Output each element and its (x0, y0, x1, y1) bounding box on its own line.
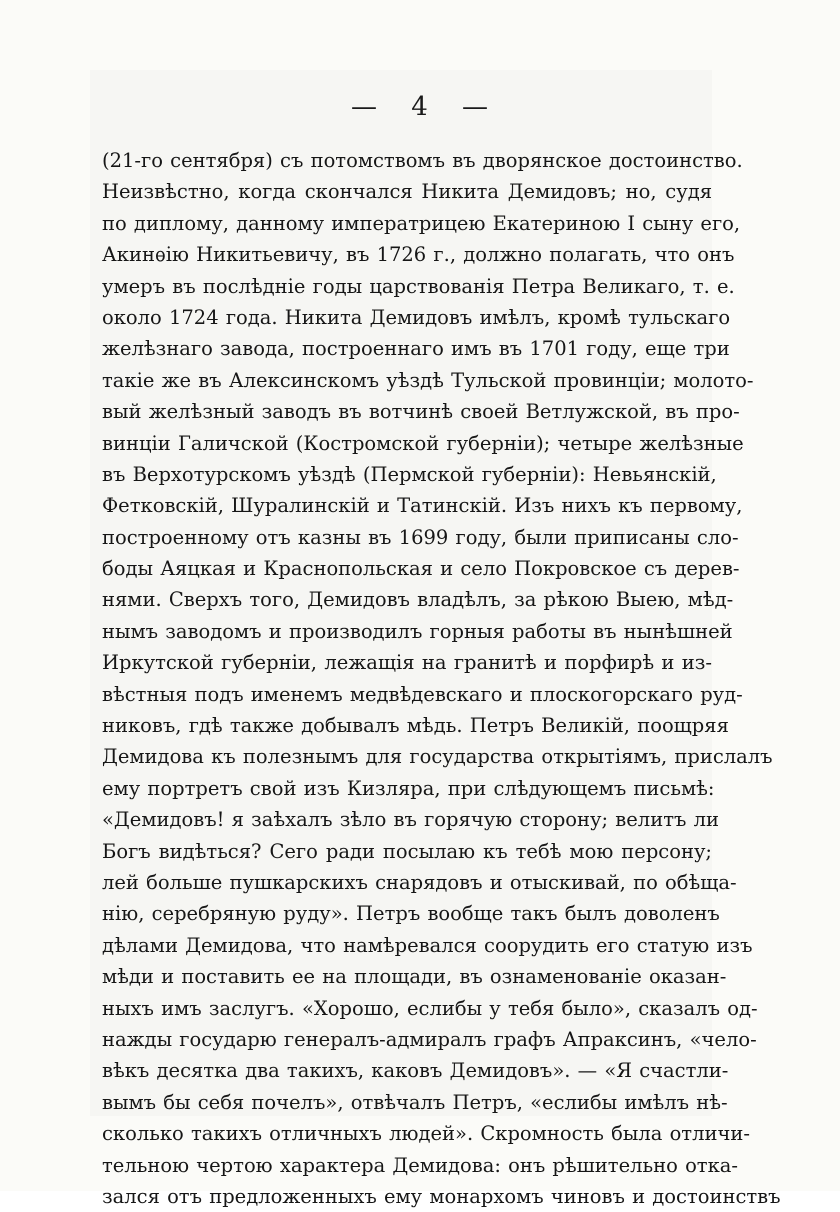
page-number-header (0, 92, 840, 122)
body-text (102, 145, 781, 1212)
text-line: дѣлами Демидова, что намѣревался соорудить его статую изъ (102, 933, 753, 957)
text-line: нымъ заводомъ и производилъ горныя работы въ нынѣшней (102, 619, 733, 643)
text-line: никовъ, гдѣ также добывалъ мѣдь. Петръ Великій, поощряя (102, 714, 729, 738)
text-line: вымъ бы себя почелъ», отвѣчалъ Петръ, «еслибы имѣлъ нѣ- (102, 1090, 728, 1114)
text-line: Фетковскій, Шуралинскій и Татинскій. Изъ нихъ къ первому, (102, 494, 743, 518)
text-line: нями. Сверхъ того, Демидовъ владѣлъ, за рѣкою Выею, мѣд- (102, 588, 734, 612)
text-line: тельною чертою характера Демидова: онъ рѣшительно отка- (102, 1153, 738, 1177)
text-line: ныхъ имъ заслугъ. «Хорошо, еслибы у тебя было», сказалъ од- (102, 996, 758, 1020)
text-line: Неизвѣстно, когда скончался Никита Демидовъ; но, судя (102, 180, 712, 204)
text-line: вѣстныя подъ именемъ медвѣдевскаго и плоскогорскаго руд- (102, 682, 743, 706)
text-line: Богъ видѣться? Сего ради посылаю къ тебѣ мою персону; (102, 839, 712, 863)
text-line: нію, серебряную руду». Петръ вообще такъ былъ доволенъ (102, 902, 720, 926)
text-line: вѣкъ десятка два такихъ, каковъ Демидовъ». — «Я счастли- (102, 1059, 729, 1083)
text-line: лей больше пушкарскихъ снарядовъ и отыскивай, по обѣща- (102, 870, 737, 894)
text-line: Акинѳію Никитьевичу, въ 1726 г., должно полагать, что онъ (102, 243, 735, 267)
text-line: вый желѣзный заводъ въ вотчинѣ своей Ветлужской, въ про- (102, 400, 740, 424)
text-line: зался отъ предложенныхъ ему монархомъ чиновъ и достоинствъ (102, 1184, 781, 1208)
header-dash-right: — (462, 92, 490, 122)
text-line: Иркутской губерніи, лежащія на гранитѣ и порфирѣ и из- (102, 651, 712, 675)
text-line: желѣзнаго завода, построеннаго имъ въ 1701 году, еще три (102, 337, 730, 361)
text-line: (21-го сентября) съ потомствомъ въ дворянское достоинство. (102, 149, 743, 172)
text-line: въ Верхотурскомъ уѣздѣ (Пермской губерніи): Невьянскій, (102, 462, 717, 486)
text-line: Демидова къ полезнымъ для государства открытіямъ, прислалъ (102, 745, 773, 769)
text-line: около 1724 года. Никита Демидовъ имѣлъ, кромѣ тульскаго (102, 305, 731, 329)
text-line: умеръ въ послѣдніе годы царствованія Петра Великаго, т. е. (102, 274, 735, 298)
text-line: построенному отъ казны въ 1699 году, были приписаны сло- (102, 525, 739, 549)
text-line: по диплому, данному императрицею Екатериною I сыну его, (102, 211, 741, 235)
text-line: мѣди и поставить ее на площади, въ ознаменованіе оказан- (102, 965, 727, 989)
text-line: нажды государю генералъ-адмиралъ графъ Апраксинъ, «чело- (102, 1027, 757, 1051)
header-dash-left: — (350, 92, 378, 122)
text-line: «Демидовъ! я заѣхалъ зѣло въ горячую сторону; велитъ ли (102, 808, 719, 832)
page-number: 4 (411, 92, 429, 122)
text-line: винціи Галичской (Костромской губерніи); четыре желѣзные (102, 431, 744, 455)
text-line: сколько такихъ отличныхъ людей». Скромность была отличи- (102, 1122, 750, 1146)
text-line: ему портретъ свой изъ Кизляра, при слѣдующемъ письмѣ: (102, 776, 715, 800)
text-line: такіе же въ Алексинскомъ уѣздѣ Тульской провинціи; молото- (102, 368, 754, 392)
text-line: боды Аяцкая и Краснопольская и село Покровское съ дерев- (102, 557, 740, 581)
